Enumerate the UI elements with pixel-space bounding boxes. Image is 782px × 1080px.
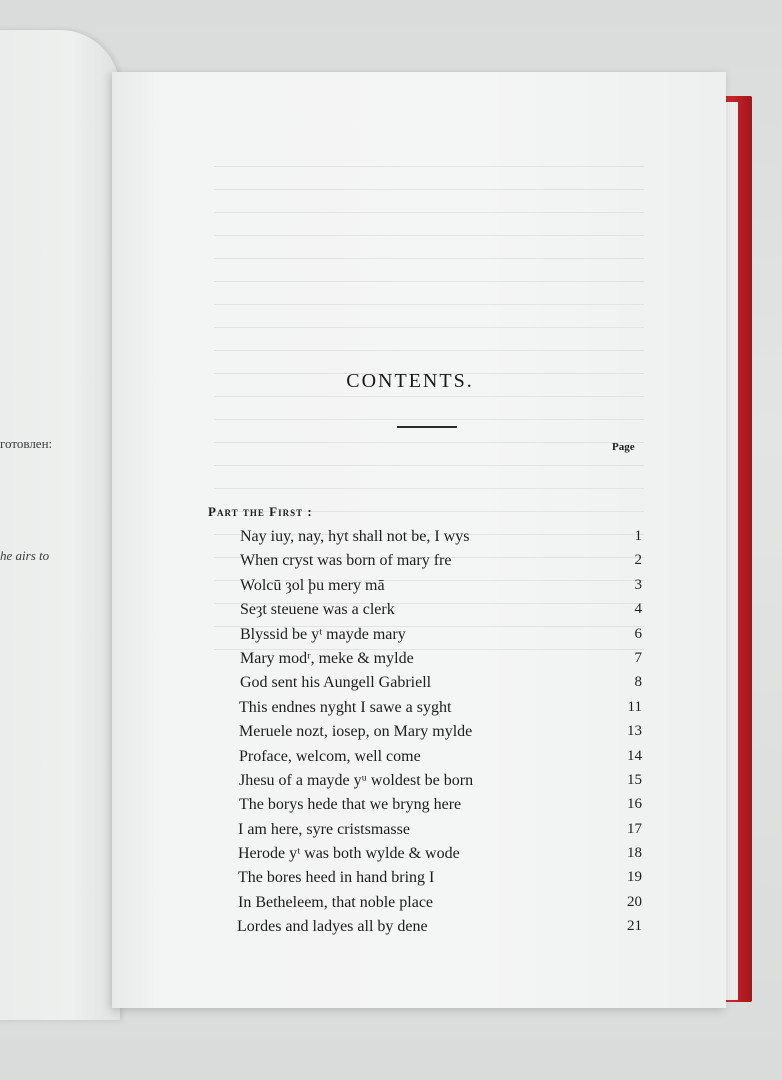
- toc-entry: [239, 699, 642, 723]
- toc-entry-title: Mary modʳ, meke & mylde: [240, 649, 414, 667]
- toc-entry-page: 18: [627, 845, 642, 862]
- toc-entry-title: Lordes and ladyes all by dene: [237, 918, 428, 936]
- toc-entry-title: The borys hede that we bryng here: [239, 796, 462, 814]
- toc-entry: [239, 796, 642, 820]
- toc-entry-page: 1: [634, 528, 642, 544]
- toc-entry-title: This endnes nyght I sawe a syght: [239, 698, 452, 716]
- toc-entry: [238, 845, 642, 869]
- toc-entry-page: 4: [634, 601, 642, 618]
- toc-entry-page: 20: [627, 893, 642, 910]
- toc-entry-page: 2: [634, 552, 642, 569]
- toc-entry-title: Wolcū ȝol þu mery mā: [240, 576, 385, 594]
- toc-entry-page: 16: [627, 796, 642, 813]
- toc-entry-title: Blyssid be yᵗ mayde mary: [240, 625, 406, 643]
- toc-entry-title: Seȝt steuene was a clerk: [240, 601, 395, 619]
- toc-entry: [239, 723, 642, 747]
- toc-entry-page: 14: [627, 747, 642, 764]
- toc-entry-page: 8: [634, 674, 642, 691]
- toc-entry: [240, 626, 642, 650]
- toc-entry: [240, 650, 642, 674]
- toc-entry-title: Herode yᵗ was both wylde & wode: [238, 845, 460, 863]
- toc-entry-title: Meruele nozt, iosep, on Mary mylde: [239, 723, 473, 741]
- toc-entry: [240, 674, 642, 698]
- toc-entry-title: The bores heed in hand bring I: [238, 869, 435, 887]
- toc-entry-page: 3: [634, 576, 642, 593]
- left-page-text-fragment: готовлен:: [0, 436, 53, 451]
- toc-entry-title: God sent his Aungell Gabriell: [240, 674, 432, 692]
- title-underline: [397, 426, 457, 428]
- toc-entry: [240, 552, 642, 576]
- page-title: CONTENTS.: [346, 370, 474, 392]
- toc-entry-title: When cryst was born of mary fre: [240, 552, 452, 570]
- toc-entry-page: 21: [627, 918, 642, 935]
- toc-entry: [240, 528, 642, 552]
- part-heading: Part the First :: [208, 504, 313, 519]
- toc-entry-page: 15: [627, 771, 642, 788]
- table-of-contents: [237, 528, 642, 943]
- toc-entry-page: 17: [627, 820, 642, 837]
- toc-entry: [240, 577, 642, 601]
- toc-entry: [239, 748, 642, 772]
- toc-entry: [238, 869, 642, 893]
- toc-entry: [239, 772, 642, 796]
- left-page-text-fragment: he airs to: [0, 548, 50, 563]
- toc-entry-page: 6: [634, 625, 642, 642]
- toc-entry-title: Jhesu of a mayde yᵘ woldest be born: [239, 771, 474, 789]
- toc-entry: [238, 894, 642, 918]
- toc-entry-title: Proface, welcom, well come: [239, 747, 421, 765]
- toc-entry-title: In Betheleem, that noble place: [238, 893, 434, 911]
- toc-entry-title: I am here, syre cristsmasse: [238, 820, 410, 838]
- toc-entry-page: 7: [634, 649, 642, 666]
- toc-entry-page: 19: [627, 869, 642, 886]
- toc-entry-page: 13: [627, 723, 642, 740]
- toc-entry: [238, 821, 642, 845]
- toc-entry: [240, 601, 642, 625]
- toc-entry: [237, 918, 642, 942]
- toc-entry-page: 11: [627, 698, 642, 715]
- toc-entry-title: Nay iuy, nay, hyt shall not be, I wys: [240, 528, 470, 545]
- page-column-label: Page: [612, 441, 635, 453]
